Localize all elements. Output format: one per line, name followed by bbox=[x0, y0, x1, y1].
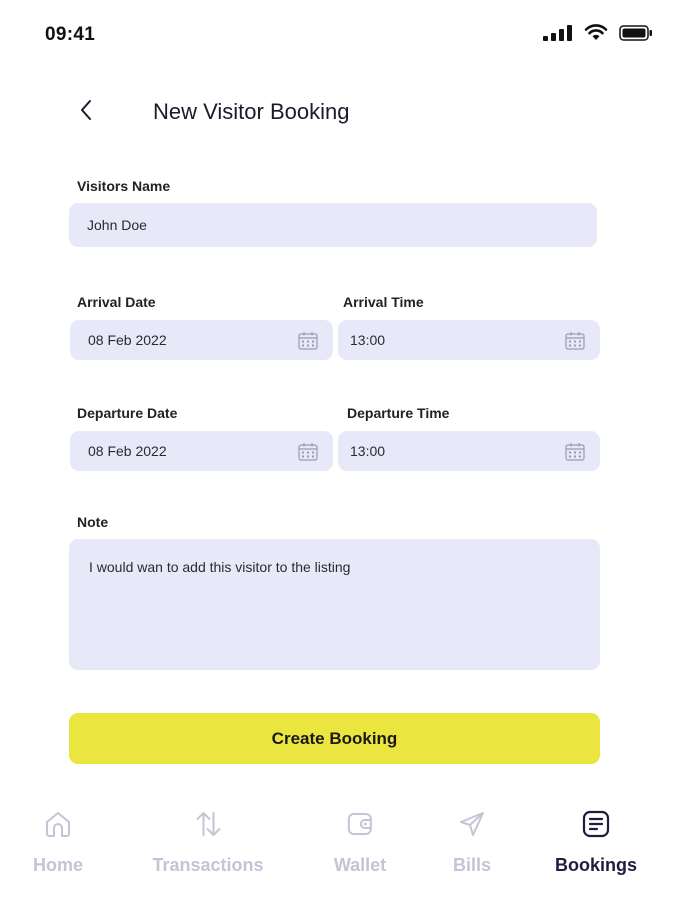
bottom-nav bbox=[0, 795, 675, 900]
departure-date-field[interactable] bbox=[70, 431, 333, 471]
arrival-date-label: Arrival Date bbox=[77, 294, 156, 310]
nav-label-home: Home bbox=[32, 855, 84, 875]
status-bar bbox=[0, 0, 675, 70]
visitor-name-field[interactable] bbox=[69, 203, 597, 247]
status-icons bbox=[543, 24, 653, 46]
calendar-icon[interactable] bbox=[297, 329, 319, 351]
battery-icon bbox=[619, 25, 653, 46]
wallet-icon bbox=[343, 807, 377, 841]
nav-item-home[interactable] bbox=[33, 807, 83, 876]
departure-date-label: Departure Date bbox=[77, 405, 178, 421]
nav-label-bookings: Bookings bbox=[554, 855, 638, 875]
arrival-date-value: 08 Feb 2022 bbox=[88, 332, 167, 348]
note-textarea[interactable] bbox=[69, 539, 600, 670]
back-button[interactable] bbox=[70, 96, 102, 128]
wifi-icon bbox=[584, 24, 608, 46]
header bbox=[0, 88, 675, 138]
departure-time-field[interactable] bbox=[338, 431, 600, 471]
nav-item-wallet[interactable] bbox=[334, 807, 386, 876]
bookings-icon bbox=[579, 807, 613, 841]
cellular-signal-icon bbox=[543, 25, 573, 46]
arrival-time-value: 13:00 bbox=[350, 332, 386, 348]
status-time: 09:41 bbox=[45, 24, 96, 45]
nav-label-wallet: Wallet bbox=[333, 855, 387, 875]
page-title: New Visitor Booking bbox=[153, 99, 350, 124]
arrival-date-field[interactable] bbox=[70, 320, 333, 360]
create-booking-button[interactable]: Create Booking bbox=[69, 713, 600, 764]
visitor-name-value: John Doe bbox=[87, 217, 147, 233]
visitor-name-label: Visitors Name bbox=[77, 178, 171, 194]
send-icon bbox=[455, 807, 489, 841]
arrival-time-label: Arrival Time bbox=[343, 294, 424, 310]
nav-item-bookings[interactable] bbox=[555, 807, 637, 876]
transactions-icon bbox=[191, 807, 225, 841]
home-icon bbox=[41, 807, 75, 841]
calendar-icon[interactable] bbox=[564, 440, 586, 462]
arrival-time-field[interactable] bbox=[338, 320, 600, 360]
departure-time-value: 13:00 bbox=[350, 443, 386, 459]
calendar-icon[interactable] bbox=[297, 440, 319, 462]
calendar-icon[interactable] bbox=[564, 329, 586, 351]
nav-label-transactions: Transactions bbox=[152, 855, 264, 875]
nav-label-bills: Bills bbox=[452, 855, 492, 875]
nav-item-transactions[interactable] bbox=[152, 807, 263, 876]
nav-item-bills[interactable] bbox=[453, 807, 491, 876]
departure-time-label: Departure Time bbox=[347, 405, 450, 421]
chevron-left-icon bbox=[79, 99, 93, 126]
departure-date-value: 08 Feb 2022 bbox=[88, 443, 167, 459]
note-label: Note bbox=[77, 514, 109, 530]
note-value: I would wan to add this visitor to the listing bbox=[89, 559, 351, 575]
